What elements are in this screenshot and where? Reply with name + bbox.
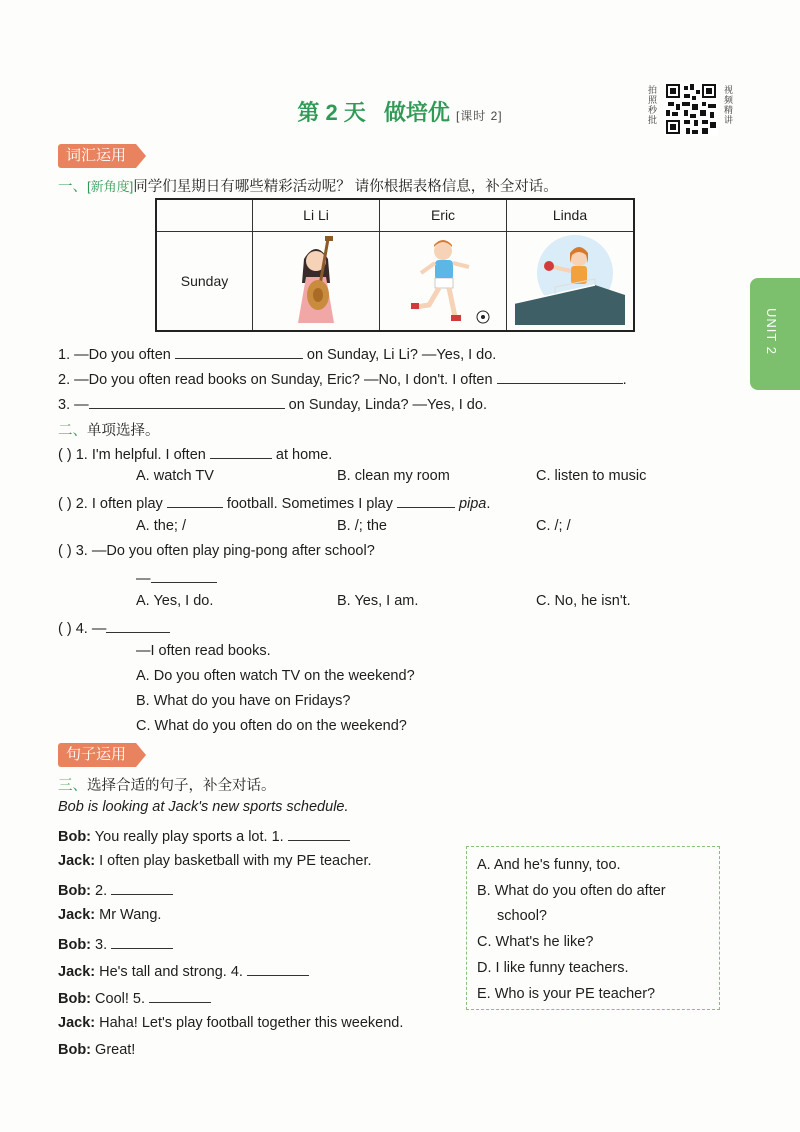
activity-table	[155, 198, 635, 332]
q1-text-a: I'm helpful. I often	[91, 447, 206, 463]
title-day: 第 2 天	[297, 100, 366, 125]
section-one-item-2	[58, 369, 627, 388]
section-three-instruction: 选择合适的句子，补全对话。	[87, 778, 276, 794]
section-three-number: 三、	[58, 778, 87, 794]
dialog-text-4: Mr Wang.	[99, 907, 162, 923]
q1-blank	[210, 444, 272, 459]
unit-tab-label: UNIT 2	[764, 308, 779, 355]
eric-picture-cell	[380, 231, 507, 331]
speaker-jack: Jack:	[58, 907, 96, 923]
item-2-text-b: .	[622, 372, 627, 388]
q4-option-b[interactable]: B. What do you have on Fridays?	[136, 693, 351, 709]
section-one-item-1	[58, 344, 496, 363]
q2-text-end: .	[486, 496, 491, 512]
sentence-options-box	[466, 846, 720, 1010]
lesson-label: [课时 2]	[455, 109, 503, 123]
table-row-label-sunday: Sunday	[156, 231, 253, 331]
linda-picture-cell	[507, 231, 635, 331]
q2-option-b[interactable]: B. /; the	[337, 518, 387, 534]
option-a[interactable]: A. And he's funny, too.	[477, 857, 621, 873]
dialog-text-7: Cool! 5.	[95, 991, 146, 1007]
item-1-text-b: on Sunday, Li Li? —Yes, I do.	[306, 347, 497, 363]
item-1-blank[interactable]	[175, 344, 303, 359]
unit-side-tab	[750, 278, 800, 390]
dialog-text-1: You really play sports a lot. 1.	[94, 829, 284, 845]
q3-text-a: —Do you often play ping-pong after school?	[91, 543, 375, 559]
choice-question-4	[58, 618, 170, 637]
dialog-line-4	[58, 907, 161, 923]
dialog-intro: Bob is looking at Jack's new sports schedule.	[58, 799, 349, 815]
dialog-text-2: I often play basketball with my PE teacher.	[99, 853, 372, 869]
section-three-heading	[58, 774, 276, 795]
q1-option-c[interactable]: C. listen to music	[536, 468, 647, 484]
q3-answer-paren[interactable]: ( ) 3.	[58, 543, 88, 559]
q1-text-b: at home.	[275, 447, 333, 463]
qr-right-text: 视频精讲	[724, 86, 734, 126]
item-3-text-a: 3. —	[58, 397, 89, 413]
q3-response-line	[136, 568, 217, 587]
option-d[interactable]: D. I like funny teachers.	[477, 960, 629, 976]
dialog-line-9	[58, 1042, 135, 1058]
q2-text-pipa: pipa	[458, 496, 487, 512]
section-one-number: 一、	[58, 179, 87, 195]
dialog-blank-4[interactable]	[247, 961, 309, 976]
q1-option-a[interactable]: A. watch TV	[136, 468, 214, 484]
dialog-blank-5[interactable]	[149, 988, 211, 1003]
item-1-text-a: 1. —Do you often	[58, 347, 171, 363]
choice-question-1	[58, 444, 332, 463]
q2-blank-2	[397, 493, 455, 508]
section-one-heading	[58, 175, 558, 196]
dialog-line-5	[58, 934, 173, 953]
q4-option-c[interactable]: C. What do you often do on the weekend?	[136, 718, 407, 734]
q3-blank	[151, 568, 217, 583]
q4-reply: —I often read books.	[136, 643, 271, 659]
sentence-section-tag: 句子运用	[58, 743, 136, 767]
table-header-lili: Li Li	[253, 199, 380, 231]
q3-option-c[interactable]: C. No, he isn't.	[536, 593, 631, 609]
dialog-text-8: Haha! Let's play football together this weekend.	[99, 1015, 404, 1031]
speaker-bob: Bob:	[58, 937, 92, 953]
q2-text-a: I often play	[91, 496, 163, 512]
dialog-blank-2[interactable]	[111, 880, 173, 895]
q1-option-b[interactable]: B. clean my room	[337, 468, 450, 484]
q4-dash: —	[91, 621, 107, 637]
section-one-item-3	[58, 394, 487, 413]
vocab-section-tag: 词汇运用	[58, 144, 136, 168]
section-two-heading	[58, 419, 160, 440]
q2-text-b: football. Sometimes I play	[226, 496, 393, 512]
dialog-text-3: 2.	[95, 883, 108, 899]
q3-option-a[interactable]: A. Yes, I do.	[136, 593, 214, 609]
q4-answer-paren[interactable]: ( ) 4.	[58, 621, 88, 637]
q4-blank	[106, 618, 170, 633]
q2-answer-paren[interactable]: ( ) 2.	[58, 496, 88, 512]
q4-option-a[interactable]: A. Do you often watch TV on the weekend?	[136, 668, 415, 684]
qr-code-icon[interactable]	[664, 82, 718, 136]
section-two-number: 二、	[58, 423, 87, 439]
dialog-line-7	[58, 988, 211, 1007]
dialog-line-3	[58, 880, 173, 899]
dialog-blank-1[interactable]	[288, 826, 350, 841]
boy-playing-football-icon	[393, 233, 493, 325]
dialog-line-1	[58, 826, 350, 845]
qr-left-text: 拍照秒批	[648, 86, 658, 126]
dialog-blank-3[interactable]	[111, 934, 173, 949]
girl-playing-pipa-icon	[276, 233, 356, 325]
option-b-continued[interactable]: school?	[497, 908, 547, 924]
section-one-instruction: 同学们星期日有哪些精彩活动呢？ 请你根据表格信息，补全对话。	[133, 179, 558, 195]
table-header-eric: Eric	[380, 199, 507, 231]
q2-option-c[interactable]: C. /; /	[536, 518, 571, 534]
speaker-jack: Jack:	[58, 853, 96, 869]
speaker-jack: Jack:	[58, 964, 96, 980]
item-3-text-b: on Sunday, Linda? —Yes, I do.	[288, 397, 487, 413]
qr-panel	[646, 82, 746, 138]
dialog-line-8	[58, 1015, 403, 1031]
q3-option-b[interactable]: B. Yes, I am.	[337, 593, 419, 609]
option-c[interactable]: C. What's he like?	[477, 934, 594, 950]
q3-dash: —	[136, 571, 151, 587]
q2-option-a[interactable]: A. the; /	[136, 518, 186, 534]
speaker-bob: Bob:	[58, 991, 92, 1007]
dialog-line-6	[58, 961, 309, 980]
girl-playing-ping-pong-icon	[515, 233, 625, 325]
item-2-text-a: 2. —Do you often read books on Sunday, Eric? —No, I don't. I often	[58, 372, 493, 388]
lili-picture-cell	[253, 231, 380, 331]
new-angle-badge: [新角度]	[87, 179, 134, 194]
item-3-blank[interactable]	[89, 394, 285, 409]
speaker-bob: Bob:	[58, 829, 92, 845]
speaker-bob: Bob:	[58, 883, 92, 899]
choice-question-2	[58, 493, 490, 512]
q1-answer-paren[interactable]: ( ) 1.	[58, 447, 88, 463]
speaker-jack: Jack:	[58, 1015, 96, 1031]
dialog-text-9: Great!	[95, 1042, 136, 1058]
dialog-line-2	[58, 853, 372, 869]
table-header-linda: Linda	[507, 199, 635, 231]
item-2-blank[interactable]	[497, 369, 623, 384]
title-main: 做培优	[383, 100, 450, 125]
section-two-instruction: 单项选择。	[87, 423, 160, 439]
option-e[interactable]: E. Who is your PE teacher?	[477, 986, 656, 1002]
option-b[interactable]: B. What do you often do after	[477, 883, 666, 899]
speaker-bob: Bob:	[58, 1042, 92, 1058]
dialog-text-5: 3.	[95, 937, 108, 953]
dialog-text-6: He's tall and strong. 4.	[99, 964, 243, 980]
table-header-empty	[156, 199, 253, 231]
choice-question-3	[58, 543, 375, 559]
q2-blank-1	[167, 493, 223, 508]
